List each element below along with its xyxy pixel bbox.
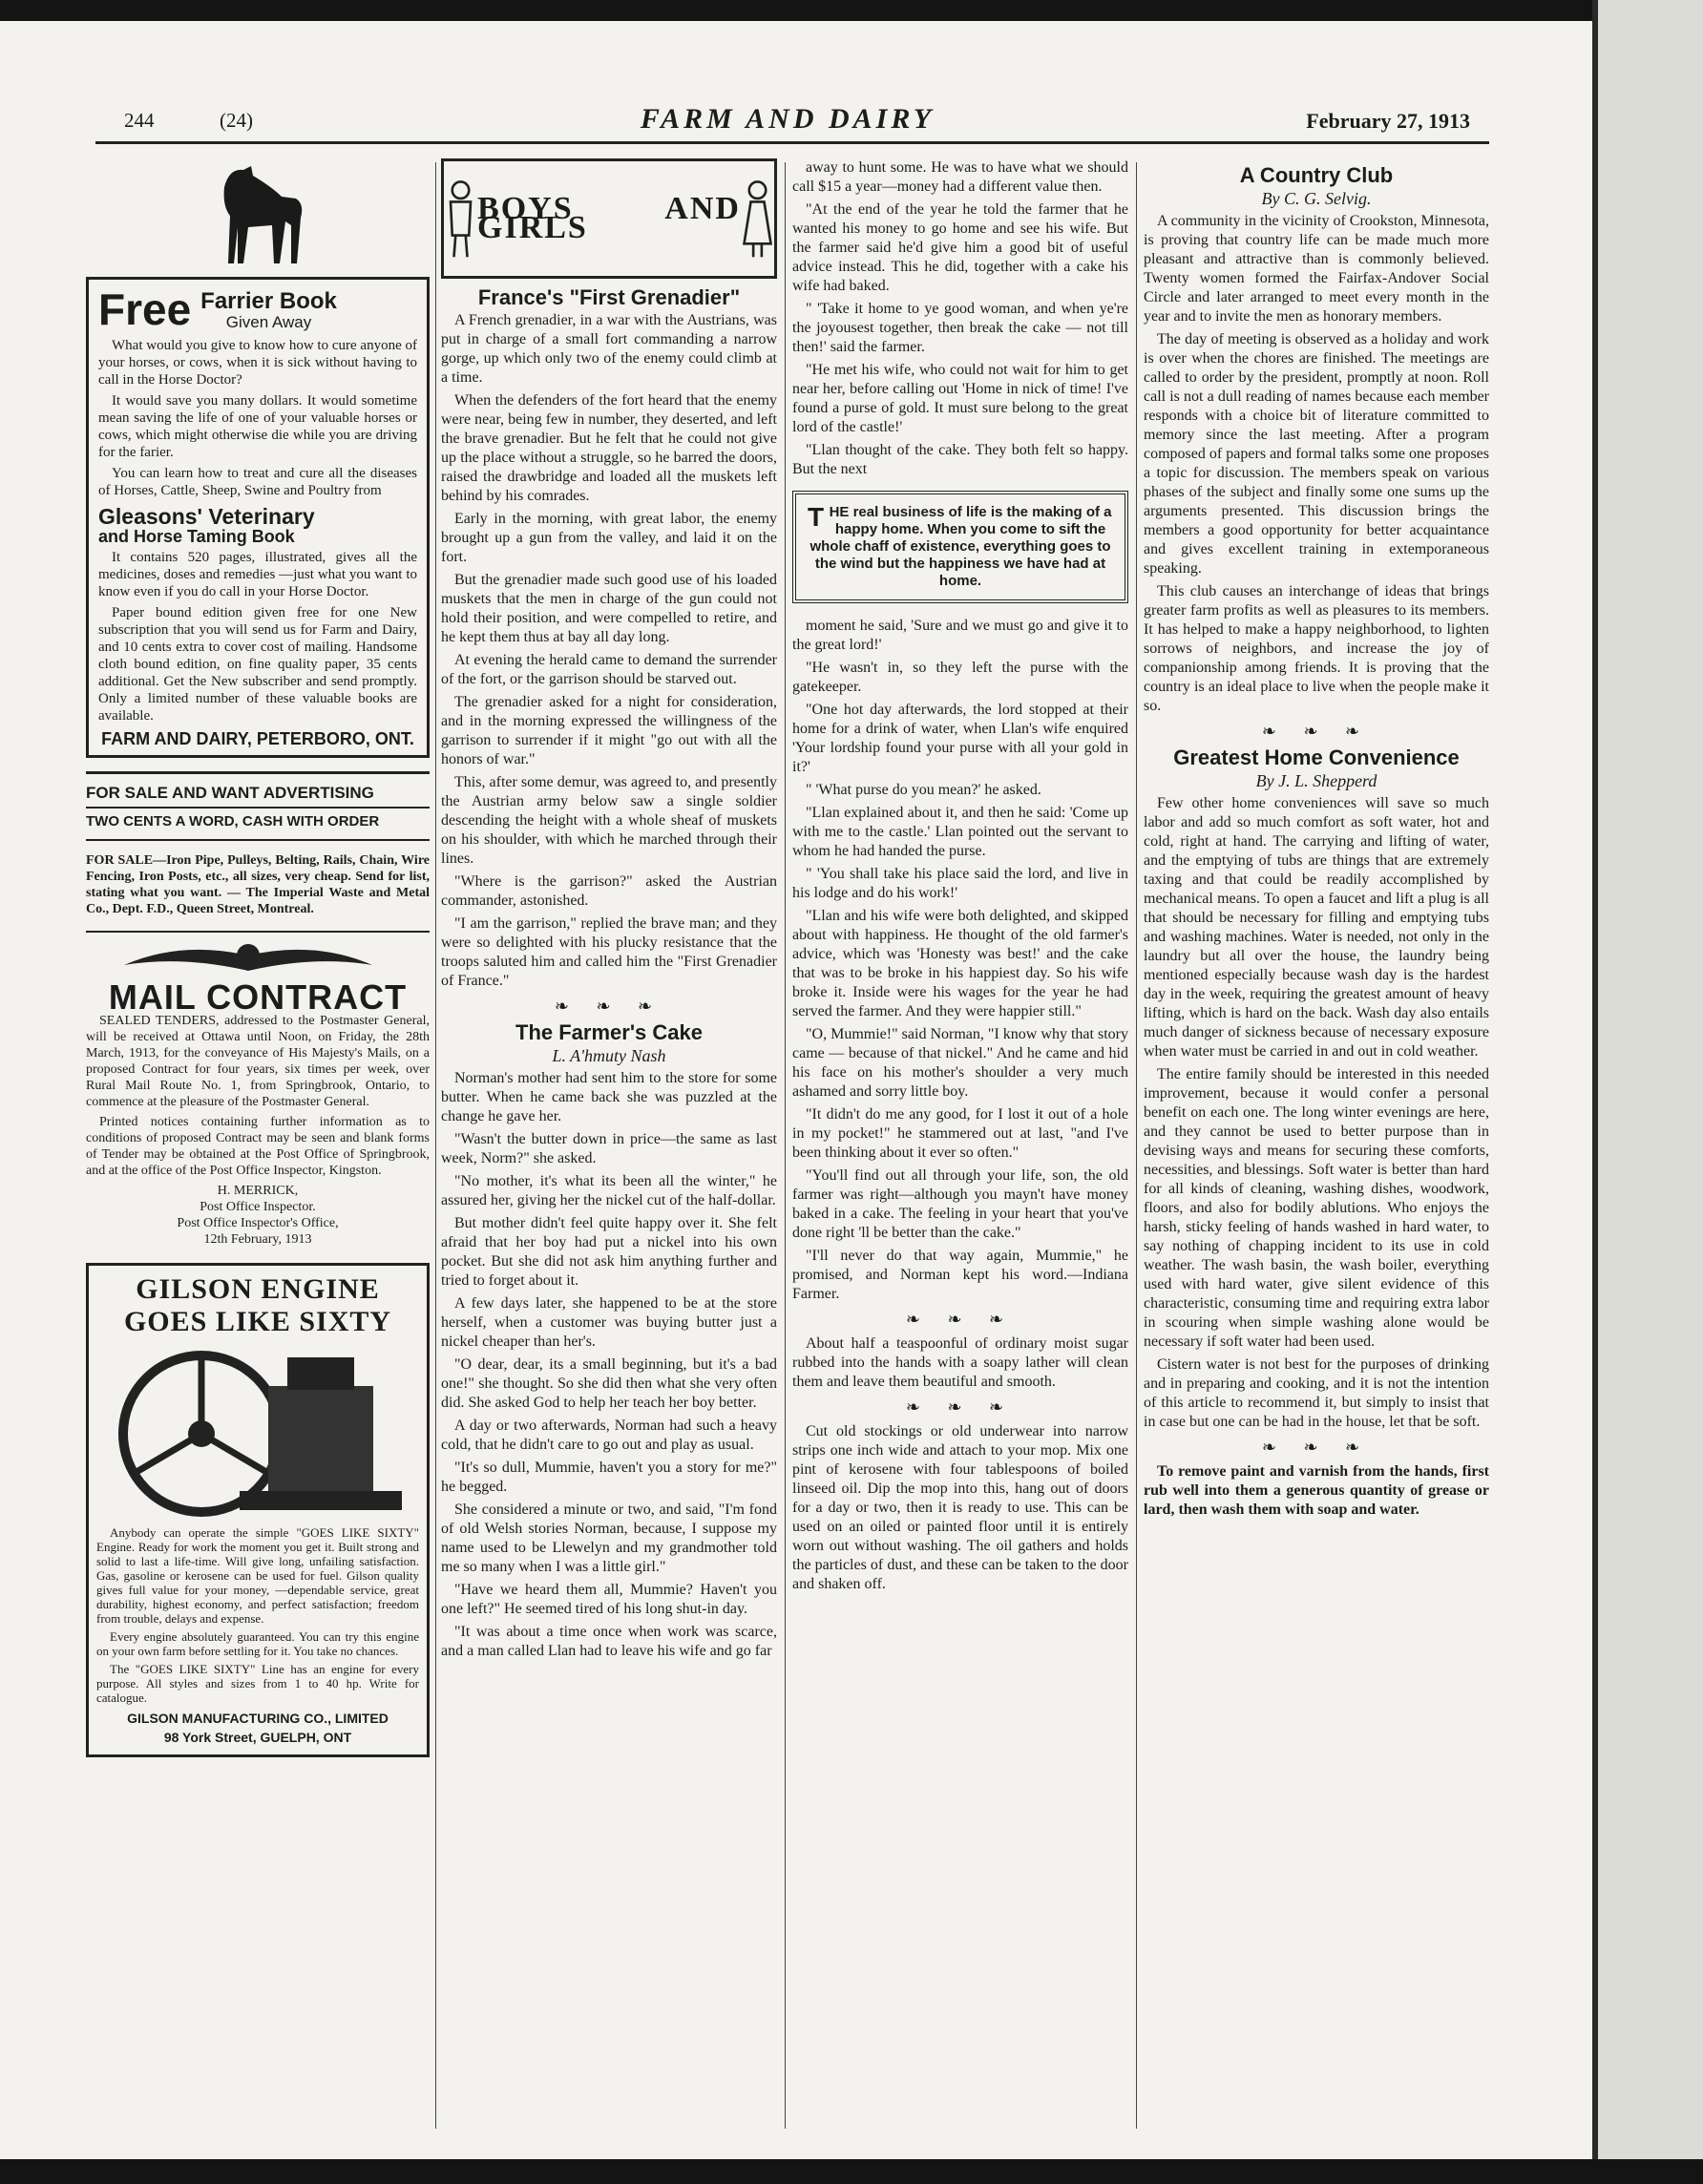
- quote-initial: T: [808, 502, 825, 532]
- ad-paragraph: Paper bound edition given free for one New subscription that you will send us for Farm and Dairy, and 10 cents extra to cover cost of mailing. Handsome cloth bound edition, on fine quality paper, 35 cents additional. Get the New subscriber and send promptly. Only a limited number of these valuable books are available.: [98, 605, 417, 724]
- page-number: 244: [124, 109, 155, 132]
- quote-box: [792, 491, 1128, 603]
- horse-icon: [205, 158, 310, 273]
- article-paragraph: "It didn't do me any good, for I lost it out of a hole in my pocket!" he stammered out at last, "and I've been thinking about it ever so often.": [792, 1106, 1128, 1161]
- column-2: [441, 158, 777, 1665]
- article-paragraph: "Have we heard them all, Mummie? Haven't you one left?" He seemed tired of his long shut-in day.: [441, 1582, 777, 1617]
- article-paragraph: "I'll never do that way again, Mummie," he promised, and Norman kept his word.—Indiana Farmer.: [792, 1248, 1128, 1302]
- article-paragraph: The entire family should be interested in this needed improvement, because it would confer a personal benefit on each one. The long winter evenings are here, and they cannot be used to better purpose than in devising ways and means for securing these comforts, necessities, and blessings. Soft water is better than hard for all kinds of cleaning, washing dishes, woodwork, floors, and also for bodily ablutions. Who enjoys the harsh, sticky feeling of hands washed in hard water, to say nothing of chapping incident to its use in cold weather. The wash basin, the wash boiler, everything used with hard water, give silent evidence of this characteristic, consuming time and requiring extra labor in scouring when simple washing alone would be necessary if soft water had been used.: [1144, 1066, 1489, 1350]
- article-paragraph: moment he said, 'Sure and we must go and give it to the great lord!': [792, 618, 1128, 653]
- article-paragraph: "Wasn't the butter down in price—the same as last week, Norm?" she asked.: [441, 1131, 777, 1166]
- signature-date: 12th February, 1913: [203, 1232, 312, 1247]
- section-number: (24): [220, 109, 253, 132]
- signature-office: Post Office Inspector's Office,: [177, 1216, 339, 1230]
- bottom-scan-border: [0, 2159, 1703, 2184]
- adjacent-page-strip: [1596, 0, 1703, 2184]
- article-title: A Country Club: [1239, 163, 1394, 187]
- engine-illustration-icon: [96, 1338, 411, 1520]
- notice-paragraph: Printed notices containing further information as to conditions of proposed Contract may be seen and blank forms of Tender may be obtained at the Post Office of Springbrook, and at the office of the Post Office Inspector, Kingston.: [86, 1115, 430, 1178]
- household-tip: Cut old stockings or old underwear into narrow strips one inch wide and attach to your mop. Mix one pint of kerosene with four tablespoons of boiled linseed oil. Dip the mop into this, hang out of doors for a day or two, then it is ready to use. This can be used on an oiled or painted floor until it is entirely worn out without washing. The oil gathers and holds the particles of dust, and these can be taken to the door and shaken off.: [792, 1423, 1128, 1592]
- article-body: [441, 1069, 777, 1661]
- article-paragraph: A French grenadier, in a war with the Austrians, was put in charge of a small fort commanding a narrow gorge, up which only two of the enemy could climb at a time.: [441, 312, 777, 386]
- given-away-label: Given Away: [225, 313, 312, 331]
- farrier-book-ad: [86, 277, 430, 758]
- article-paragraph: " 'Take it home to ye good woman, and when ye're the joyousest together, then break the cake — not till then!' said the farmer.: [792, 301, 1128, 355]
- article-paragraph: "Where is the garrison?" asked the Austrian commander, astonished.: [441, 873, 777, 909]
- article-paragraph: "At the end of the year he told the farmer that he wanted his money to go home and see his wife. But the farmer said he'd give him a good bit of useful advice instead. This he did, together with a cake his wife had baked.: [792, 201, 1128, 294]
- article-paragraph: When the defenders of the fort heard that the enemy were near, being few in number, they deserted, and left the brave grenadier. But he felt that he could not give up the place without a struggle, so he barred the doors, raised the drawbridge and loaded all the muskets left behind by his comrades.: [441, 392, 777, 504]
- column-divider: [1136, 162, 1137, 2129]
- article-title: France's "First Grenadier": [477, 285, 741, 309]
- ads-column: [86, 158, 430, 1757]
- royal-crest-icon: [86, 938, 410, 976]
- ad-paragraph: Every engine absolutely guaranteed. You can try this engine on your own farm before settling for it. You take no chances.: [96, 1629, 419, 1658]
- newspaper-page: [86, 95, 1489, 2148]
- company-address: 98 York Street, GUELPH, ONT: [163, 1730, 352, 1745]
- article-paragraph: She considered a minute or two, and said, "I'm fond of old Welsh stories Norman, because, I suppose my name used to be Llewelyn and my grandmother told me so many when I was a little girl.": [441, 1502, 777, 1575]
- article-paragraph: Norman's mother had sent him to the store for some butter. When he came back she was puzzled at the change he gave her.: [441, 1070, 777, 1124]
- article-byline: By C. G. Selvig.: [1261, 189, 1372, 208]
- article-paragraph: "O, Mummie!" said Norman, "I know why that story came — because of that nickel." And he came and hid his face on his mother's shoulder a very much ashamed and sorry little boy.: [792, 1026, 1128, 1100]
- article-byline: L. A'hmuty Nash: [552, 1046, 666, 1065]
- article-paragraph: A community in the vicinity of Crookston, Minnesota, is proving that country life can be made much more pleasant and attractive than is commonly believed. Twenty women formed the Fairfax-Andover Social Circle and later arranged to meet every month in the year and to invite the men as honorary members.: [1144, 213, 1489, 325]
- for-sale-subheading: TWO CENTS A WORD, CASH WITH ORDER: [86, 808, 430, 841]
- ad-paragraph: It contains 520 pages, illustrated, gives all the medicines, doses and remedies —just what you want to know even if you do call in your Horse Doctor.: [98, 550, 417, 599]
- boys-and-girls-banner: [441, 158, 777, 279]
- article-body: [792, 158, 1128, 479]
- article-paragraph: Cistern water is not best for the purposes of drinking and in preparing and cooking, and it is not the intention of this article to recommend it, but simply to insist that in case but one can be had in the house, let that be soft.: [1144, 1356, 1489, 1430]
- column-4: [1144, 158, 1489, 1523]
- article-paragraph: "You'll find out all through your life, son, the old farmer was right—although you mayn't have money baked in a cake. The feeling in your heart that you've done right 'll be better than the cake.": [792, 1167, 1128, 1241]
- for-sale-heading: FOR SALE AND WANT ADVERTISING: [86, 771, 430, 808]
- issue-date: February 27, 1913: [1306, 109, 1470, 133]
- section-separator: ❧ ❧ ❧: [905, 1310, 1016, 1329]
- column-divider: [435, 162, 436, 2129]
- ad-paragraph: The "GOES LIKE SIXTY" Line has an engine for every purpose. All styles and sizes from 1 to 40 hp. Write for catalogue.: [96, 1662, 419, 1705]
- notice-paragraph: SEALED TENDERS, addressed to the Postmaster General, will be received at Ottawa until Noon, on Friday, the 28th March, 1913, for the conveyance of His Majesty's Mails, on a proposed Contract for four years, six times per week, over Rural Mail Route No. 1, from Springbrook, Ontario, to commence at the pleasure of the Postmaster General.: [86, 1014, 430, 1109]
- article-body: [1144, 212, 1489, 716]
- ad-footer: FARM AND DAIRY, PETERBORO, ONT.: [101, 729, 414, 748]
- gilson-title-line1: GILSON ENGINE: [136, 1273, 380, 1305]
- article-paragraph: At evening the herald came to demand the surrender of the fort, or the garrison should be starved out.: [441, 652, 777, 687]
- article-paragraph: "O dear, dear, its a small beginning, but it's a bad one!" she thought. So she did then what she very often did. She asked God to help her teach her boy better.: [441, 1356, 777, 1411]
- ad-paragraph: It would save you many dollars. It would sometime mean saving the life of one of your valuable horses or cows, which might otherwise die while you are driving for the farier.: [98, 393, 417, 460]
- article-paragraph: Few other home conveniences will save so much labor and add so much comfort as soft water, hot and cold, right at hand. The carrying and lifting of water, and the emptying of tubs are things that are extremely taxing and that could be readily accomplished by mechanical means. To open a faucet and lift a plug is all that should be necessary for filling and emptying tubs and washing machines. Water is needed, not only in the laundry but all over the house, the laundry being mentioned especially because wash day is the hardest day in the week, requiring the greatest amount of heavy lifting, which is hard on the back. Wash day also entails much danger of sickness because of necessary exposure when water must be carried in and out in cold weather.: [1144, 795, 1489, 1060]
- article-title: Greatest Home Convenience: [1173, 746, 1460, 769]
- farrier-book-title: Farrier Book: [200, 288, 337, 314]
- article-byline: By J. L. Shepperd: [1255, 771, 1377, 790]
- article-paragraph: "He wasn't in, so they left the purse with the gatekeeper.: [792, 660, 1128, 695]
- article-paragraph: "Llan and his wife were both delighted, and skipped about with happiness. He thought of the old farmer's advice, which was 'Honesty was best!' and the cake that was to be broke in his happiest day. So his wife broke it. Inside were his wages for the year he had served the farmer. And they were happier still.": [792, 908, 1128, 1019]
- section-separator: ❧ ❧ ❧: [1261, 1438, 1372, 1457]
- signature-name: H. MERRICK,: [217, 1184, 299, 1198]
- ad-paragraph: What would you give to know how to cure anyone of your horses, or cows, when it is sick without having to call in the Horse Doctor?: [98, 338, 417, 388]
- article-paragraph: " 'What purse do you mean?' he asked.: [806, 782, 1041, 798]
- masthead: FARM AND DAIRY: [640, 103, 936, 135]
- article-title: The Farmer's Cake: [515, 1020, 703, 1044]
- article-paragraph: But mother didn't feel quite happy over it. She felt afraid that her boy had put a nickel into his own pocket. But she did not ask him anything further and tried to forget about it.: [441, 1215, 777, 1289]
- article-paragraph: away to hunt some. He was to have what we should call $15 a year—money had a different value then.: [792, 159, 1128, 195]
- article-paragraph: The grenadier asked for a night for consideration, and in the morning expressed the willingness of the garrison to surrender if it might "go out with all the honors of war.": [441, 694, 777, 767]
- boy-figure-icon: [444, 171, 477, 266]
- book-subtitle: and Horse Taming Book: [98, 527, 295, 546]
- mail-contract-title: MAIL CONTRACT: [108, 977, 408, 1017]
- household-tip: To remove paint and varnish from the hands, first rub well into them a generous quantity of grease or lard, then wash them with soap and water.: [1144, 1463, 1489, 1518]
- article-paragraph: "It was about a time once when work was scarce, and a man called Llan had to leave his wife and go far: [441, 1624, 777, 1659]
- article-paragraph: "One hot day afterwards, the lord stopped at their home for a drink of water, when Llan's wife enquired 'Your lordship found your purse with all your gold in it?': [792, 702, 1128, 775]
- quote-text: HE real business of life is the making of a happy home. When you come to sift the whole chaff of existence, everything goes to the wind but the happiness we have had at home.: [809, 504, 1112, 589]
- for-sale-listing: FOR SALE—Iron Pipe, Pulleys, Belting, Rails, Chain, Wire Fencing, Iron Posts, etc., all sizes, very cheap. Send for list, stating what you want. — The Imperial Waste and Metal Co., Dept. F.D., Queen Street, Montreal.: [86, 853, 430, 916]
- banner-title: BOYS AND GIRLS: [477, 191, 741, 245]
- header-rule: [95, 141, 1489, 144]
- section-separator: ❧ ❧ ❧: [1261, 722, 1372, 741]
- article-paragraph: "No mother, it's what its been all the winter," he assured her, giving her the nickel cut of the half-dollar.: [441, 1173, 777, 1208]
- article-body: [1144, 794, 1489, 1432]
- article-paragraph: The day of meeting is observed as a holiday and work is over when the chores are finished. The meetings are called to order by the president, promptly at noon. Roll call is not a dull reading of names because each member responds with a choice bit of literature committed to memory since the last meeting. After a program composed of papers and formal talks some one proposes a topic for discussion. The members speak on various phases of the subject and finally some one sums up the arguments presented. This discussion brings the members a good opportunity for better acquaintance and gives excellent training in extemporaneous speaking.: [1144, 331, 1489, 577]
- article-paragraph: A day or two afterwards, Norman had such a heavy cold, that he didn't care to go out and play as usual.: [441, 1418, 777, 1453]
- article-paragraph: Early in the morning, with great labor, the enemy brought up a gun from the valley, and laid it on the fort.: [441, 511, 777, 565]
- article-paragraph: But the grenadier made such good use of his loaded muskets that the men in charge of the gun could not hold their position, and were compelled to retire, and he kept them thus at bay all day long.: [441, 572, 777, 645]
- ad-paragraph: You can learn how to treat and cure all the diseases of Horses, Cattle, Sheep, Swine and Poultry from: [98, 466, 417, 498]
- top-scan-border: [0, 0, 1703, 21]
- article-paragraph: " 'You shall take his place said the lord, and live in his lodge and do his work!': [792, 866, 1128, 901]
- page-gutter: [1592, 0, 1598, 2184]
- article-paragraph: This club causes an interchange of ideas that brings greater farm profits as well as pleasures to its members. It has helped to make a happy neighborhood, to lighten sorrows of neighbors, and increase the joy of companionship among friends. It is proving that the country is an ideal place to live when the people make it so.: [1144, 583, 1489, 714]
- gilson-title-line2: GOES LIKE SIXTY: [123, 1306, 392, 1337]
- article-paragraph: "He met his wife, who could not wait for him to get near her, before calling out 'Home in nick of time! I've found a purse of gold. It must sure belong to the great lord of the castle!': [792, 362, 1128, 435]
- column-3: [792, 158, 1128, 1598]
- ad-paragraph: Anybody can operate the simple "GOES LIKE SIXTY" Engine. Ready for work the moment you get it. Built strong and solid to last a life-time. Will give long, unfailing satisfaction. Gas, gasoline or kerosene can be used for fuel. Gilson quality gives full value for your money, —dependable service, great durability, highest economy, and perfect satisfaction; freedom from trouble, delays and expense.: [96, 1525, 419, 1626]
- article-body: [441, 311, 777, 991]
- company-name: GILSON MANUFACTURING CO., LIMITED: [127, 1711, 389, 1726]
- article-paragraph: "Llan explained about it, and then he said: 'Come up with me to the castle.' Llan pointed out the servant to whom he had handed the purse.: [792, 805, 1128, 859]
- article-paragraph: This, after some demur, was agreed to, and presently the Austrian army below saw a single soldier descending the height with a whole sheaf of muskets on his shoulder, with which he marched through their lines.: [441, 774, 777, 867]
- signature-title: Post Office Inspector.: [200, 1200, 316, 1214]
- mail-contract-notice: [86, 931, 430, 1248]
- article-paragraph: A few days later, she happened to be at the store herself, when a customer was buying butter just a nickel cheaper than her's.: [441, 1295, 777, 1350]
- book-title: Gleasons' Veterinary: [98, 504, 315, 529]
- free-label: Free: [98, 284, 192, 334]
- gilson-engine-ad: [86, 1263, 430, 1757]
- article-paragraph: "It's so dull, Mummie, haven't you a story for me?" he begged.: [441, 1460, 777, 1495]
- column-divider: [785, 162, 786, 2129]
- household-tip: About half a teaspoonful of ordinary moist sugar rubbed into the hands with a soapy lather will clean them and leave them beautiful and smooth.: [792, 1335, 1128, 1390]
- article-paragraph: "Llan thought of the cake. They both felt so happy. But the next: [792, 442, 1128, 477]
- article-body: [792, 617, 1128, 1304]
- girl-figure-icon: [741, 171, 774, 266]
- article-paragraph: "I am the garrison," replied the brave man; and they were so delighted with his plucky resistance that the troops saluted him and called him the "First Grenadier of France.": [441, 915, 777, 989]
- section-separator: ❧ ❧ ❧: [905, 1397, 1016, 1417]
- section-separator: ❧ ❧ ❧: [554, 997, 664, 1016]
